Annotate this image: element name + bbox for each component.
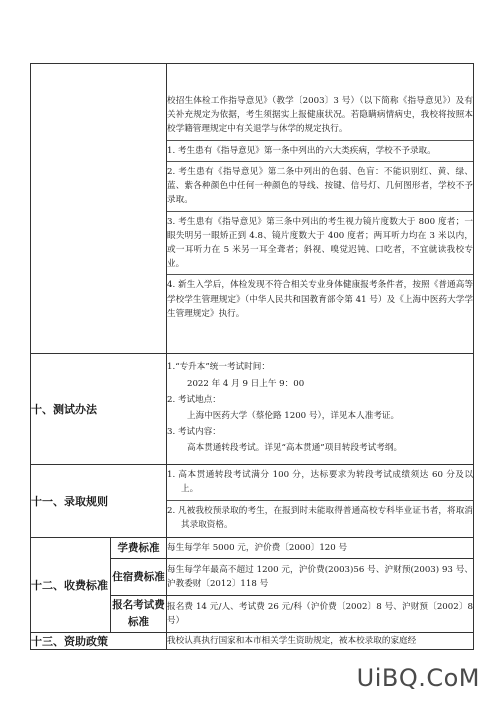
test-content-value: 高本贯通转段考试。详见“高本贯通”项目转段考试考纲。 [187, 443, 403, 454]
health-intro: 校招生体检工作指导意见》（教学〔2003〕3 号）（以下简称《指导意见》）及有关补充规定为依据，考生须据实上报健康状况。若隐瞒病情病史，我校将按照本校学籍管理规定中有关退学与休学的规定执行。 [167, 96, 473, 135]
divider [167, 140, 473, 141]
admission-rule-1: 1. 高本贯通转段考试满分 100 分，达标要求为转段考试成绩须达 60 分及以上。 [167, 470, 473, 495]
exam-fee-label: 报名考试费标准 [111, 596, 167, 633]
lodging-value: 每生每学年最高不超过 1200 元，沪价费(2003)56 号、沪财预(2003) 93 号、沪教委财〔2012〕118 号 [167, 559, 474, 596]
health-requirements-cell [167, 64, 474, 354]
health-item-3: 3. 考生患有《指导意见》第三条中列出的考生视力镜片度数大于 800 度者；一眼失明另一眼矫正到 4.8、镜片度数大于 400 度者；两耳听力均在 3 米以内，或一耳听力在 5 米另一耳全聋者；斜视、嗅觉迟钝、口吃者，不宜就读我校专业。 [167, 216, 473, 270]
test-method-cell [167, 354, 474, 465]
health-item-4: 4. 新生入学后，体检发现不符合相关专业身体健康报考条件者，按照《普通高等学校学生管理规定》（中华人民共和国教育部令第 41 号）及《上海中医药大学学生管理规定》执行。 [167, 280, 473, 319]
admission-rules-row [31, 465, 474, 538]
aid-policy-value: 我校认真执行国家和本市相关学生资助规定，被本校录取的家庭经 [167, 633, 474, 650]
admission-rule-2: 2. 凡被我校预录取的考生，在报到时未能取得普通高校专科毕业证书者，将取消其录取资格。 [167, 505, 473, 530]
test-location-label: 2. 考试地点： [167, 394, 221, 405]
admission-rules-label: 十一、录取规则 [31, 465, 167, 538]
lodging-label: 住宿费标准 [111, 559, 167, 596]
aid-policy-row [31, 633, 474, 650]
test-method-label: 十、测试办法 [31, 354, 167, 465]
divider [167, 500, 473, 501]
divider [167, 211, 473, 212]
test-time-label: 1.“专升本”统一考试时间： [167, 362, 270, 373]
tuition-label: 学费标准 [111, 538, 167, 559]
health-requirements-row [31, 64, 474, 354]
fees-tuition-row [31, 538, 474, 559]
fees-label: 十二、收费标准 [31, 538, 111, 633]
test-location-value: 上海中医药大学（蔡伦路 1200 号），详见本人准考证。 [187, 411, 400, 421]
test-method-row [31, 354, 474, 465]
divider [167, 161, 473, 162]
health-item-1: 1. 考生患有《指导意见》第一条中列出的六大类疾病，学校不予录取。 [167, 145, 436, 156]
tuition-value: 每生每学年 5000 元，沪价费〔2000〕120 号 [167, 538, 474, 559]
exam-fee-value: 报名费 14 元/人、考试费 26 元/科（沪价费〔2002〕8 号、沪财预〔2002〕8 号） [167, 596, 474, 633]
test-time-value: 2022 年 4 月 9 日上午 9：00 [187, 378, 305, 389]
admission-rules-cell [167, 465, 474, 538]
test-content-label: 3. 考试内容： [167, 427, 221, 438]
divider [167, 274, 473, 275]
aid-policy-label: 十三、资助政策 [31, 633, 167, 650]
admission-info-table [30, 63, 474, 650]
health-item-2: 2. 考生患有《指导意见》第二条中列出的色弱、色盲：不能识别红、黄、绿、蓝、紫各种颜色中任何一种颜色的导线、按键、信号灯、几何图形者，学校不予录取。 [167, 166, 473, 206]
watermark-logo: UiBQ.CoM [356, 664, 480, 692]
health-label-cell [31, 64, 167, 354]
